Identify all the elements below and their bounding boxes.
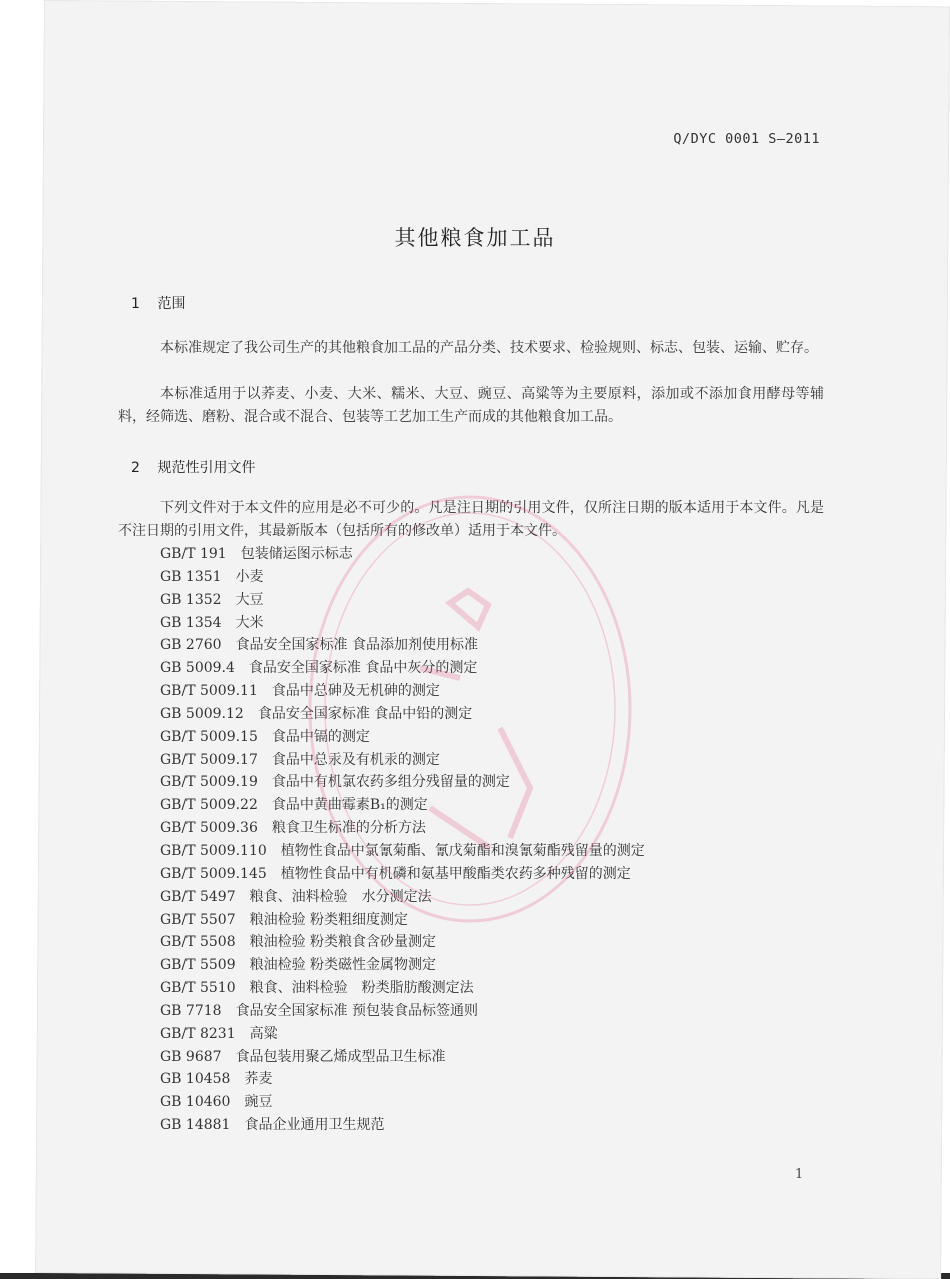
reference-item	[160, 1091, 645, 1114]
reference-code: GB/T 5009.22	[160, 797, 258, 814]
reference-code: GB 1352	[160, 591, 222, 608]
reference-item	[160, 886, 645, 909]
reference-item	[160, 931, 645, 954]
reference-item	[160, 817, 645, 840]
reference-title: 植物性食品中有机磷和氨基甲酸酯类农药多种残留的测定	[280, 865, 631, 882]
reference-code: GB/T 5510	[160, 980, 236, 997]
references-intro-paragraph: 下列文件对于本文件的应用是必不可少的。凡是注日期的引用文件，仅所注日期的版本适用于本文件。凡是不注日期的引用文件，其最新版本（包括所有的修改单）适用于本文件。	[118, 500, 824, 539]
reference-item	[160, 657, 645, 680]
reference-item	[160, 680, 645, 703]
reference-code: GB 5009.4	[160, 660, 235, 677]
reference-code: GB 1351	[160, 568, 222, 585]
reference-item	[160, 703, 645, 726]
section-title: 规范性引用文件	[157, 460, 256, 476]
reference-title: 食品安全国家标准 食品中铅的测定	[257, 705, 473, 722]
reference-title: 食品企业通用卫生规范	[244, 1117, 385, 1134]
reference-title: 粮食、油料检验 粉类脂肪酸测定法	[249, 980, 474, 997]
reference-title: 食品中黄曲霉素B₁的测定	[271, 797, 428, 814]
reference-item	[160, 1000, 645, 1023]
reference-item	[160, 749, 645, 772]
reference-title: 粮食、油料检验 水分测定法	[249, 888, 432, 905]
reference-title: 食品安全国家标准 预包装食品标签通则	[235, 1002, 479, 1019]
reference-title: 包装储运图示标志	[240, 546, 353, 562]
reference-code: GB/T 5009.110	[160, 842, 267, 859]
section-1-heading	[131, 293, 185, 313]
reference-title: 粮油检验 粉类粗细度测定	[249, 911, 409, 928]
reference-code: GB/T 191	[160, 546, 227, 562]
reference-code: GB/T 5509	[160, 957, 236, 974]
reference-item	[160, 1114, 645, 1137]
reference-code: GB 9687	[160, 1048, 222, 1065]
reference-item	[160, 634, 645, 657]
section-number: 2	[131, 460, 140, 476]
reference-code: GB 1354	[160, 614, 222, 631]
reference-code: GB/T 5497	[160, 888, 236, 905]
reference-title: 粮食卫生标准的分析方法	[271, 820, 426, 837]
reference-code: GB 14881	[160, 1117, 231, 1134]
reference-code: GB/T 5009.17	[160, 751, 258, 768]
reference-code: GB/T 5009.11	[160, 683, 258, 700]
reference-title: 粮油检验 粉类磁性金属物测定	[249, 957, 437, 974]
scope-paragraph-1: 本标准规定了我公司生产的其他粮食加工品的产品分类、技术要求、检验规则、标志、包装、运输、贮存。	[160, 340, 818, 356]
section-number: 1	[131, 296, 140, 312]
reference-title: 大米	[235, 614, 264, 631]
reference-item	[160, 589, 645, 612]
reference-title: 食品中总砷及无机砷的测定	[271, 683, 440, 700]
reference-item	[160, 566, 645, 589]
reference-code: GB/T 5009.145	[160, 865, 267, 882]
reference-title: 大豆	[235, 591, 264, 608]
reference-code: GB/T 5009.19	[160, 774, 258, 791]
reference-code: GB/T 5009.36	[160, 820, 258, 837]
reference-code: GB/T 5508	[160, 934, 236, 951]
section-title: 范围	[157, 296, 186, 312]
reference-item	[160, 863, 645, 886]
reference-code: GB 10458	[160, 1071, 231, 1088]
reference-item	[160, 909, 645, 932]
reference-item	[160, 954, 645, 977]
reference-title: 食品中总汞及有机汞的测定	[271, 751, 440, 768]
reference-item	[160, 726, 645, 749]
document-code: Q/DYC 0001 S—2011	[673, 131, 820, 147]
reference-title: 豌豆	[244, 1094, 273, 1111]
reference-item	[160, 1023, 645, 1046]
reference-title: 植物性食品中氯氰菊酯、氰戊菊酯和溴氰菊酯残留量的测定	[280, 842, 645, 859]
reference-code: GB/T 8231	[160, 1025, 236, 1042]
reference-title: 粮油检验 粉类粮食含砂量测定	[249, 934, 437, 951]
reference-title: 高粱	[249, 1025, 278, 1042]
reference-title: 食品安全国家标准 食品中灰分的测定	[248, 660, 478, 677]
reference-item	[160, 771, 645, 794]
section-2-heading	[131, 457, 255, 477]
reference-list	[160, 543, 645, 1137]
reference-item	[160, 794, 645, 817]
reference-title: 食品包装用聚乙烯成型品卫生标准	[235, 1048, 446, 1065]
reference-title: 食品中有机氯农药多组分残留量的测定	[271, 774, 510, 791]
scope-paragraph-2: 本标准适用于以荞麦、小麦、大米、糯米、大豆、豌豆、高粱等为主要原料，添加或不添加食用酵母等辅料，经筛选、磨粉、混合或不混合、包装等工艺加工生产而成的其他粮食加工品。	[118, 386, 824, 425]
reference-code: GB 7718	[160, 1002, 222, 1019]
reference-code: GB 5009.12	[160, 705, 244, 722]
reference-code: GB/T 5009.15	[160, 728, 258, 745]
reference-title: 食品中镉的测定	[271, 728, 370, 745]
reference-item	[160, 840, 645, 863]
reference-code: GB 2760	[160, 637, 222, 654]
reference-item	[160, 1046, 645, 1069]
reference-title: 小麦	[235, 568, 264, 585]
reference-item	[160, 1068, 645, 1091]
document-title: 其他粮食加工品	[394, 226, 556, 250]
reference-item	[160, 612, 645, 635]
reference-code: GB 10460	[160, 1094, 231, 1111]
reference-title: 荞麦	[244, 1071, 273, 1088]
page-number: 1	[795, 1167, 804, 1182]
reference-item	[160, 543, 645, 566]
reference-code: GB/T 5507	[160, 911, 236, 928]
reference-title: 食品安全国家标准 食品添加剂使用标准	[235, 637, 479, 654]
reference-item	[160, 977, 645, 1000]
